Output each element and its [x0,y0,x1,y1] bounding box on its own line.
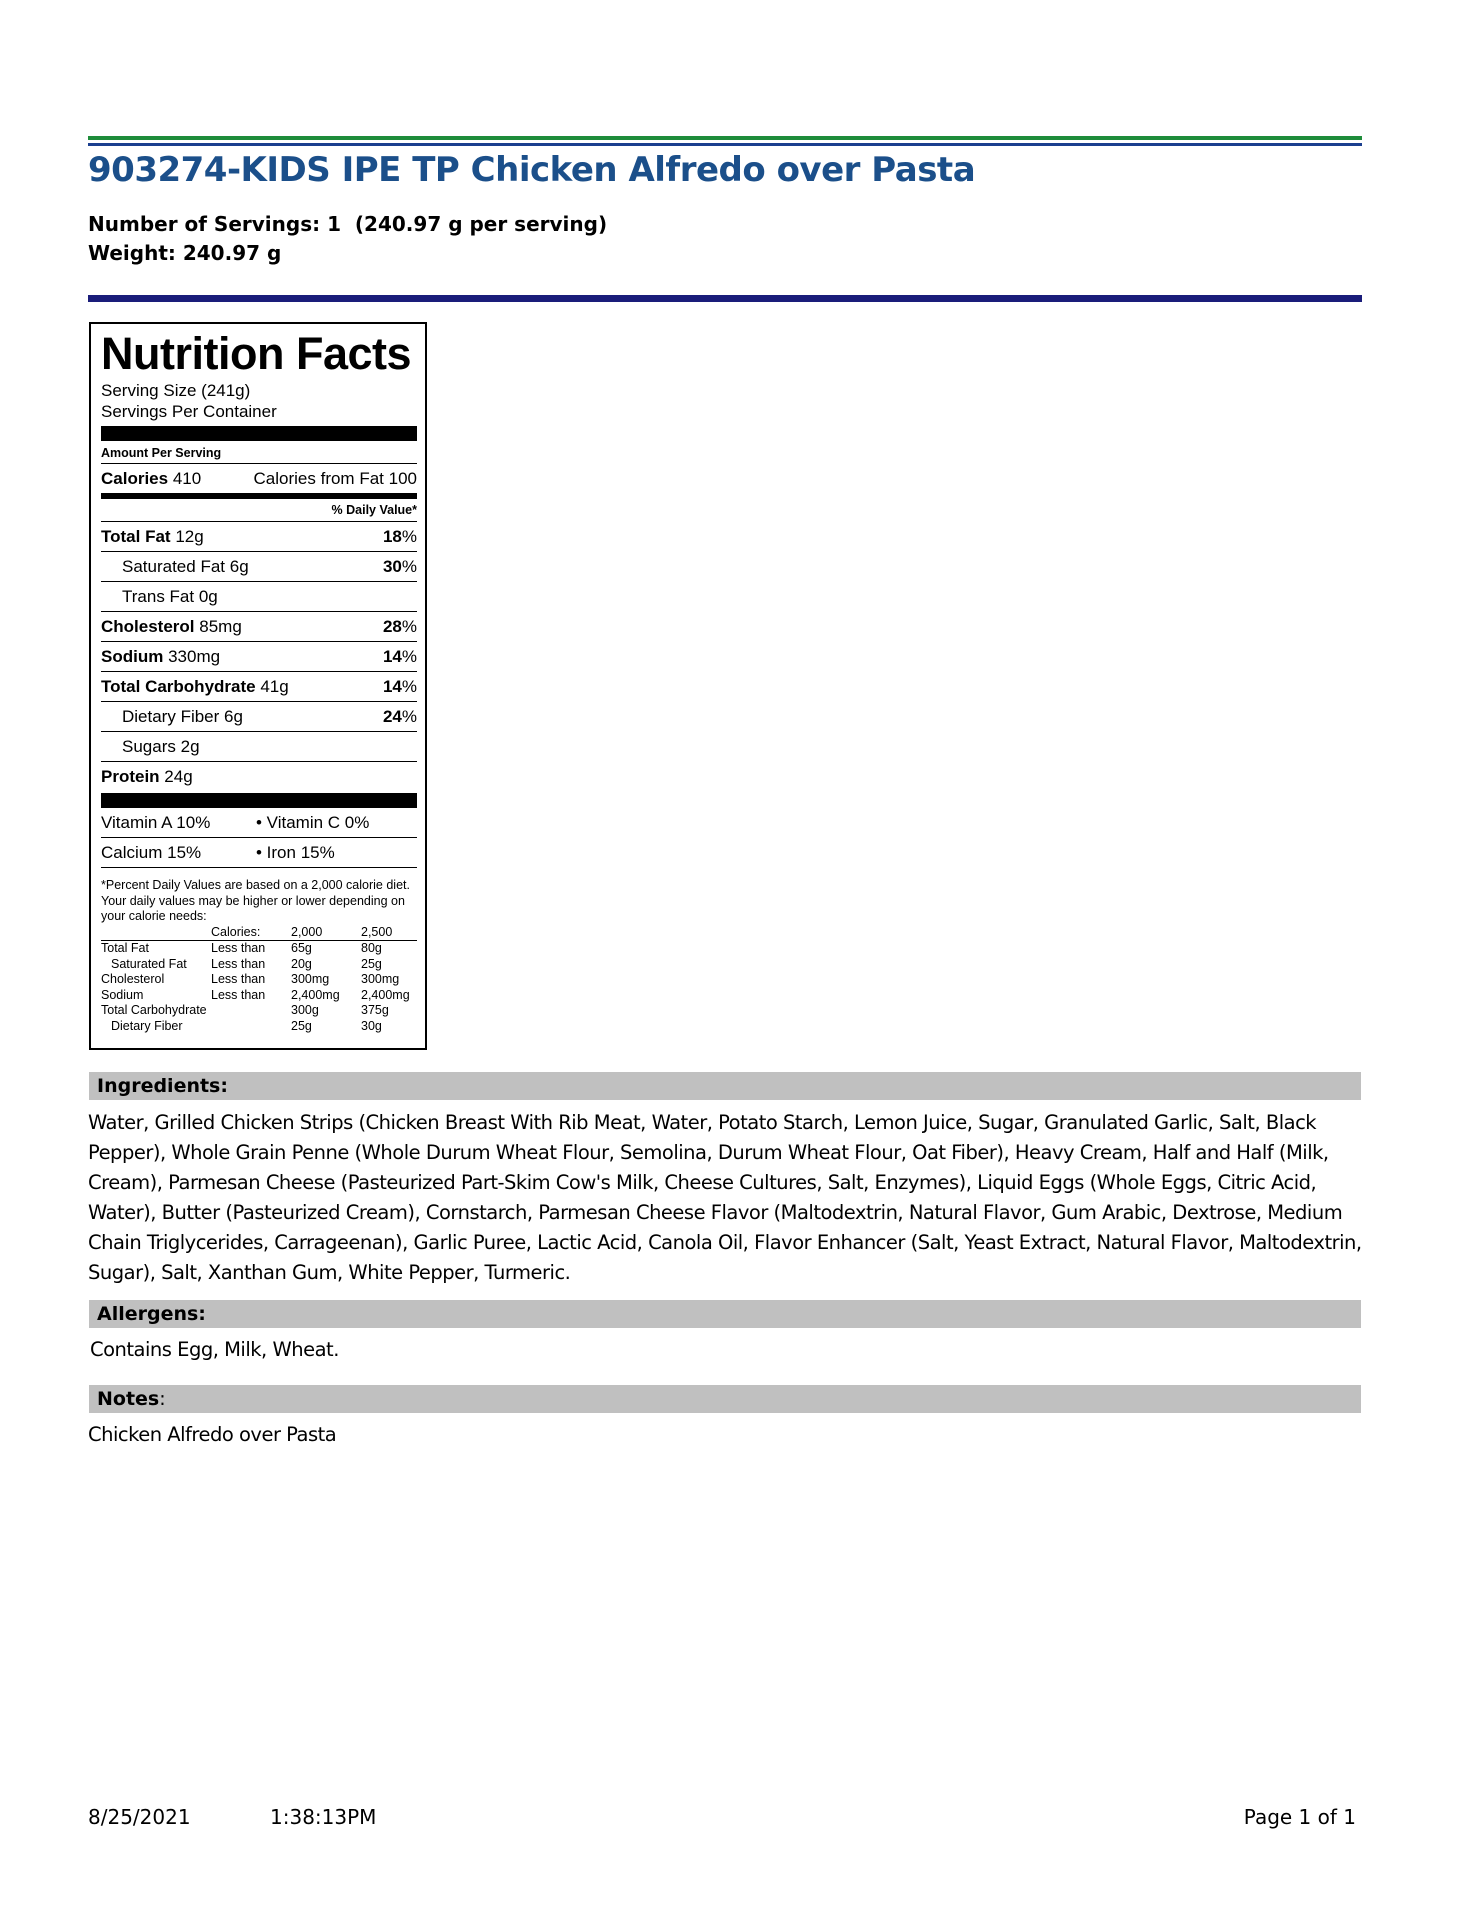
vitamin-c: • Vitamin C 0% [256,812,370,832]
nutrient-pct: 24 [382,706,402,726]
nutrient-pct: 14 [382,676,402,696]
nutrient-amount: 6g [224,706,243,726]
nutrient-label: Saturated Fat [122,556,226,576]
calories-value: 410 [172,468,202,488]
table-cell: 20g [291,956,312,971]
table-cell: 300mg [291,972,330,986]
table-cell: 2,400mg [361,987,410,1002]
header-rule-blue [88,143,1362,146]
table-row [101,957,417,973]
table-cell: Total Fat [101,941,149,955]
table-cell: Saturated Fat [111,956,187,971]
nutrient-amount: 330mg [168,646,221,666]
nutrient-label: Protein [101,766,160,786]
amount-per-serving: Amount Per Serving [101,443,417,464]
table-cell: 375g [361,1003,389,1017]
table-cell: 25g [291,1018,312,1033]
percent-sign: % [401,556,417,576]
table-cell: 25g [361,956,382,971]
nutrient-label: Cholesterol [101,616,195,636]
nutrition-facts-title: Nutrition Facts [101,328,412,379]
nutrient-amount: 6g [229,556,249,576]
nutrient-row-saturated-fat [101,552,417,582]
table-row [101,988,417,1004]
table-row [101,972,417,988]
calories-row [101,464,417,493]
nutrient-row-total-carbohydrate [101,672,417,702]
nf-thick-bar [101,426,417,441]
table-row [101,1003,417,1019]
table-cell: Total Carbohydrate [101,1003,207,1017]
table-cell: Less than [211,972,266,986]
calcium: Calcium 15% [101,842,202,862]
table-cell: 300g [291,1003,319,1017]
nutrient-row-cholesterol [101,612,417,642]
table-cell [211,1019,291,1035]
serving-size: Serving Size (241g) [101,381,251,400]
table-cell: Less than [211,941,266,955]
footer-time: 1:38:13PM [270,1805,377,1829]
recipe-meta [88,210,607,268]
percent-sign: % [401,676,417,696]
vitamins-row-1 [101,808,417,838]
nutrient-label: Trans Fat [122,586,195,606]
ingredients-text: Water, Grilled Chicken Strips (Chicken Breast With Rib Meat, Water, Potato Starch, Lemon Juice, Sugar, Granulated Garlic, Salt, Black Pepper), Whole Grain Penne (Whole Durum Wheat Flour, Semolina, Durum Wheat Flour, Oat Fiber), Heavy Cream, Half and Half (Milk, Cream), Parmesan Cheese (Pasteurized Part-Skim Cow's Milk, Cheese Cultures, Salt, Enzymes), Liquid Eggs (Whole Eggs, Citric Acid, Water), Butter (Pasteurized Cream), Cornstarch, Parmesan Cheese Flavor (Maltodextrin, Natural Flavor, Gum Arabic, Dextrose, Medium Chain Triglycerides, Carrageenan), Garlic Puree, Lactic Acid, Canola Oil, Flavor Enhancer (Salt, Yeast Extract, Natural Flavor, Maltodextrin, Sugar), Salt, Xanthan Gum, White Pepper, Turmeric. [88,1111,1362,1284]
table-cell: 65g [291,941,312,955]
percent-sign: % [401,706,417,726]
nutrient-amount: 85mg [199,616,242,636]
notes-heading-label: Notes [97,1388,160,1410]
table-cell: 2,000 [291,925,361,941]
calories-fat-label: Calories from Fat [253,468,384,488]
vitamins-row-2 [101,838,417,868]
table-cell: 300mg [361,972,400,986]
nutrient-amount: 2g [180,736,200,756]
percent-sign: % [401,526,417,546]
nutrition-facts-label [89,322,427,1050]
section-divider [88,295,1362,302]
weight-line: Weight: 240.97 g [88,241,282,265]
percent-sign: % [401,646,417,666]
nutrient-pct: 18 [382,526,402,546]
nutrient-label: Total Carbohydrate [101,676,256,696]
allergens-text: Contains Egg, Milk, Wheat. [90,1338,339,1361]
nutrient-pct: 28 [382,616,402,636]
allergens-heading: Allergens: [89,1300,1361,1328]
nutrient-amount: 24g [164,766,193,786]
table-cell [211,1003,291,1019]
table-cell: Less than [211,987,266,1002]
nutrient-label: Dietary Fiber [122,706,220,726]
daily-value-footnote: *Percent Daily Values are based on a 2,000 calorie diet. Your daily values may be higher or lower depending on your calorie needs: [101,878,410,923]
notes-text: Chicken Alfredo over Pasta [88,1423,337,1446]
notes-heading [89,1385,1361,1413]
table-cell: 2,400mg [291,987,340,1002]
nutrient-pct: 14 [382,646,402,666]
recipe-title: 903274-KIDS IPE TP Chicken Alfredo over Pasta [88,150,976,190]
nutrient-row-sugars [101,732,417,762]
nf-thick-bar-2 [101,793,417,808]
table-cell: 80g [361,941,382,955]
header-rule-green [88,136,1362,140]
nutrient-label: Sodium [101,646,164,666]
table-cell: Sodium [101,987,144,1002]
daily-value-table-header [101,925,417,941]
footer-page: Page 1 of 1 [1243,1805,1356,1829]
vitamin-a: Vitamin A 10% [101,812,211,832]
nutrient-row-protein [101,762,417,791]
calories-fat-value: 100 [388,468,417,488]
table-cell: 30g [361,1018,382,1033]
table-row [101,941,417,957]
nutrient-row-total-fat [101,522,417,552]
table-cell [101,925,211,941]
nutrient-pct: 30 [382,556,402,576]
notes-heading-colon: : [159,1388,166,1410]
table-cell: 2,500 [361,925,417,941]
iron: • Iron 15% [256,842,335,862]
nutrient-amount: 41g [260,676,289,696]
table-cell: Dietary Fiber [111,1018,183,1033]
servings-line: Number of Servings: 1 (240.97 g per serving) [88,212,608,236]
nutrient-label: Sugars [122,736,176,756]
percent-sign: % [401,616,417,636]
table-cell: Calories: [211,925,291,941]
calories-label: Calories [101,468,169,488]
table-cell: Cholesterol [101,972,165,986]
table-cell: Less than [211,956,266,971]
footer-date: 8/25/2021 [88,1805,191,1829]
nutrient-row-dietary-fiber [101,702,417,732]
table-row [101,1019,417,1035]
nutrient-amount: 0g [198,586,218,606]
daily-value-table [101,925,417,1035]
ingredients-heading: Ingredients: [89,1072,1361,1100]
nutrient-label: Total Fat [101,526,171,546]
nutrient-row-sodium [101,642,417,672]
nutrient-row-trans-fat [101,582,417,612]
nutrient-amount: 12g [175,526,204,546]
daily-value-header: % Daily Value* [101,499,417,522]
servings-per-container: Servings Per Container [101,402,277,421]
